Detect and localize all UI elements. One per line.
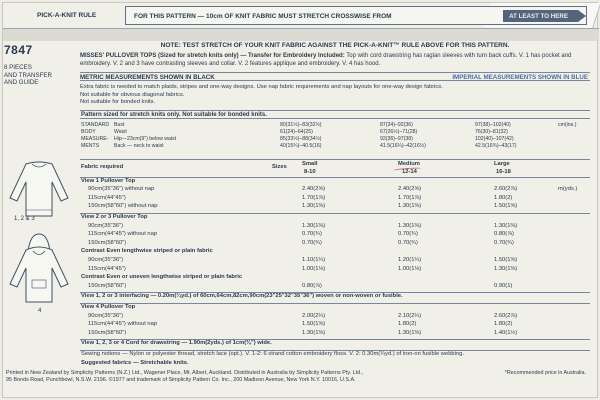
measure-small: 80(31½)–83(32½) [280, 121, 322, 128]
pattern-info [80, 42, 590, 368]
table-row [80, 203, 590, 212]
printer-footer [6, 370, 586, 384]
table-cell: 90cm(35"36") [88, 312, 124, 319]
table-cell: Contrast Even lengthwise striped or plain fabric [81, 248, 213, 255]
size-small: Small [302, 160, 318, 167]
measure-row-name: Back — neck to waist [114, 142, 164, 149]
table-cell: Contrast Even or uneven lengthwise striped or plain fabric [81, 274, 243, 281]
rule-label: PICK-A-KNIT RULE [37, 12, 97, 19]
rule-arrow-here: AT LEAST TO HERE [503, 10, 578, 22]
shadow-stripe [3, 29, 599, 41]
table-cell: 1.80(2) [494, 194, 513, 201]
measure-medium: 67(26½)–71(28) [380, 128, 418, 135]
table-row [80, 340, 590, 349]
measure-medium: 92(36)–97(38) [380, 135, 413, 142]
measure-row-name: Hip—23cm(9") below waist [114, 135, 177, 142]
table-cell: 1.30(1⅜) [302, 203, 326, 210]
table-cell: View 1 Pullover Top [81, 177, 136, 184]
table-cell: 1.70(1⅞) [398, 194, 422, 201]
size-medium: Medium [398, 160, 420, 167]
measurement-band [80, 72, 590, 81]
size-small-range: 8-10 [304, 168, 316, 175]
table-cell: 1.30(1⅜) [494, 222, 518, 229]
description [80, 53, 590, 69]
table-cell: m(yds.) [558, 186, 578, 193]
measure-small: 40(15¾)–40.5(16) [280, 142, 322, 149]
pieces-line: AND GUIDE [4, 79, 39, 87]
table-cell: 150cm(58"60") [88, 239, 127, 246]
table-cell: 1.40(1½) [494, 329, 518, 336]
measure-medium: 87(34)–92(36) [380, 121, 413, 128]
footer-line: Printed in New Zealand by Simplicity Patterns (N.Z.) Ltd., Wagener Place, Mt. Albert, Auckland. Distributed in Australia by Simplicity Patterns Pty. Ltd., [6, 370, 364, 376]
table-cell: 1.10(1¼) [302, 257, 326, 263]
table-cell: 2.00(2¼) [302, 312, 326, 319]
measure-label: MEASURE- [81, 135, 109, 142]
table-cell: 1.00(1⅛) [302, 265, 326, 272]
table-cell: 150cm(58"60") without nap [88, 203, 158, 210]
table-cell: Suggested fabrics — Stretchable knits. [81, 359, 189, 366]
description-title: MISSES' PULLOVER TOPS (Sized for stretch knits only) — Transfer for Embroidery Included: [80, 53, 345, 60]
measure-medium: 41.5(16¼)–42(16½) [380, 142, 426, 149]
table-cell: View 4 Pullover Top [81, 303, 136, 310]
rule-box [125, 6, 587, 25]
table-cell: 1.30(1⅜) [398, 329, 422, 336]
table-row [80, 186, 590, 195]
table-cell: 0.70(¾) [398, 239, 418, 246]
measure-large: 42.5(16¾)–43(17) [475, 142, 517, 149]
table-cell: 90cm(35"36") [88, 257, 124, 263]
table-cell: 1.30(1⅜) [494, 265, 518, 272]
footer-line: 95 Bonds Road, Punchbowl, N.S.W. 2196. ©1977 and trademark of Simplicity Pattern Co. Inc., 200 Madison Avenue, New York N.Y. 10016, U.S.A. [6, 376, 356, 383]
fabric-notes [80, 84, 590, 107]
table-cell: 0.70(¾) [302, 239, 322, 246]
measure-label: BODY [81, 128, 96, 135]
left-column [4, 44, 66, 87]
table-row [80, 293, 590, 302]
measure-small: 61(24)–64(25) [280, 128, 313, 135]
metric-label: METRIC MEASUREMENTS SHOWN IN BLACK [80, 74, 215, 82]
table-cell: View 1, 2, 3 or 4 Cord for drawstring — 1.90m(2yds.) of 1cm(⅜") wide. [81, 340, 272, 347]
measure-large: 102(40)–107(42) [475, 135, 514, 142]
measure-large: 76(30)–81(32) [475, 128, 508, 135]
measure-row-name: Waist [114, 128, 127, 135]
fabric-table-body [80, 178, 590, 368]
sizes-header: Sizes [272, 163, 287, 170]
table-row [80, 240, 590, 249]
pattern-number: 7847 [4, 43, 33, 57]
table-row [80, 178, 590, 187]
table-cell: 1.80(2) [398, 321, 417, 328]
table-cell: 2.40(2⅝) [302, 186, 326, 193]
table-row [80, 248, 590, 257]
measure-large: 97(38)–102(40) [475, 121, 511, 128]
measure-unit: cm(ins.) [558, 121, 577, 128]
measure-label: MENTS [81, 142, 100, 149]
stretch-note: NOTE: TEST STRETCH OF YOUR KNIT FABRIC AGAINST THE PICK-A-KNIT™ RULE ABOVE FOR THIS PATTERN. [160, 42, 510, 49]
pieces-line: 8 PIECES [4, 63, 32, 71]
table-cell: 2.60(2⅞) [494, 312, 518, 319]
fabric-table-header [80, 159, 590, 178]
table-cell: 1.50(1⅝) [302, 321, 326, 328]
table-cell: 1.30(1⅜) [302, 329, 326, 336]
table-cell: View 2 or 3 Pullover Top [81, 214, 148, 221]
pullover-top-sketch [6, 158, 72, 220]
table-cell: 90cm(35"36") without nap [88, 186, 155, 193]
table-cell: 2.40(2⅝) [398, 186, 422, 193]
table-cell: 0.80(⅞) [494, 231, 514, 238]
table-cell: 1.70(1⅞) [302, 194, 326, 201]
table-cell: 115cm(44"45") [88, 194, 126, 201]
fabric-note: Not suitable for obvious diagonal fabrics. [80, 91, 185, 98]
measure-row-name: Bust [114, 121, 125, 128]
size-medium-range: 12-14 [402, 168, 417, 175]
table-cell: 1.30(1⅜) [398, 203, 422, 210]
table-cell: 1.30(1⅜) [302, 222, 326, 229]
recommended-price: *Recommended price in Australia. [504, 370, 586, 376]
figure-label-views: 1, 2 & 3 [14, 216, 35, 222]
measure-small: 85(33½)–88(34½) [280, 135, 322, 142]
pieces-line: AND TRANSFER [4, 71, 53, 79]
table-cell: 1.80(2) [494, 321, 513, 328]
table-cell: 1.20(1¼) [398, 257, 422, 263]
sized-for-bar [80, 110, 590, 119]
pick-a-knit-rule [3, 3, 599, 29]
table-cell: 150cm(58"60") [88, 282, 127, 289]
table-cell: 150cm(58"60") [88, 329, 127, 336]
fabric-note: Extra fabric is needed to match plaids, stripes and one-way designs. Use nap fabric requirements and nap layouts for one-way design fabrics. [80, 84, 443, 91]
hooded-top-sketch [4, 232, 74, 306]
description-text: Top with cord drawstring has raglan sleeves with turn back cuffs. V. 1 has pocket and embroidery. V. 2 and 3 have contrasting sleeves and collar. V. 2 features applique and embroidery. V. 4 has hood. [80, 53, 572, 68]
table-row [80, 231, 590, 240]
table-row [80, 304, 590, 313]
table-cell: 0.90(1) [494, 282, 513, 289]
table-cell: 90cm(35"36") [88, 222, 124, 229]
table-cell: 1.50(1⅝) [494, 203, 518, 210]
measure-label: STANDARD [81, 121, 110, 128]
sized-for-text: Pattern sized for stretch knits only. Not suitable for bonded knits. [81, 111, 267, 118]
table-row [80, 257, 590, 266]
sewing-notions [80, 351, 590, 360]
table-cell: View 1, 2 or 3 interfacing — 0.20m(¼yd.) of 60cm,64cm,82cm,90cm(23"25"32"35"36") woven or non-woven or fusible. [81, 293, 403, 300]
table-row [80, 195, 590, 204]
table-row [80, 274, 590, 283]
table-cell: 115cm(44"45") without nap [88, 321, 158, 328]
fabric-header-label: Fabric required [81, 163, 124, 170]
table-row [80, 313, 590, 322]
table-row [80, 321, 590, 330]
table-cell: 115cm(44"45") [88, 265, 126, 272]
table-cell: 1.50(1⅝) [494, 257, 518, 263]
imperial-label: IMPERIAL MEASUREMENTS SHOWN IN BLUE [452, 74, 588, 82]
table-row [80, 266, 590, 275]
table-cell: 0.70(¾) [302, 231, 322, 238]
body-measurement-table [80, 121, 590, 159]
size-large: Large [494, 160, 510, 167]
pieces-info [4, 64, 66, 87]
table-cell: Sewing notions — Nylon or polyester thread, stretch lace (opt.). V. 1-2: 6 strand cotton embroidery floss. V. 2: 0.30m(¼yd.) of iron-on fusible webbing. [81, 350, 465, 357]
table-row [80, 330, 590, 339]
table-cell: 0.70(¾) [398, 231, 418, 238]
table-row [80, 214, 590, 223]
table-row [80, 223, 590, 232]
table-cell: 1.00(1⅛) [398, 265, 422, 272]
table-cell: 0.70(¾) [494, 239, 514, 246]
figure-label-view4: 4 [38, 308, 42, 314]
table-cell: 2.60(2⅞) [494, 186, 518, 193]
table-cell: 2.10(2¼) [398, 312, 422, 319]
fabric-note: Not suitable for bonded knits. [80, 99, 156, 106]
table-cell: 115cm(44"45") without nap [88, 231, 158, 238]
size-large-range: 16-18 [496, 168, 511, 175]
table-cell: 1.30(1⅜) [398, 222, 422, 229]
rule-notice: FOR THIS PATTERN — 10cm OF KNIT FABRIC MUST STRETCH CROSSWISE FROM [134, 13, 392, 20]
suggested-fabrics [80, 360, 590, 369]
table-row [80, 283, 590, 292]
table-cell: 0.80(⅞) [302, 282, 322, 289]
